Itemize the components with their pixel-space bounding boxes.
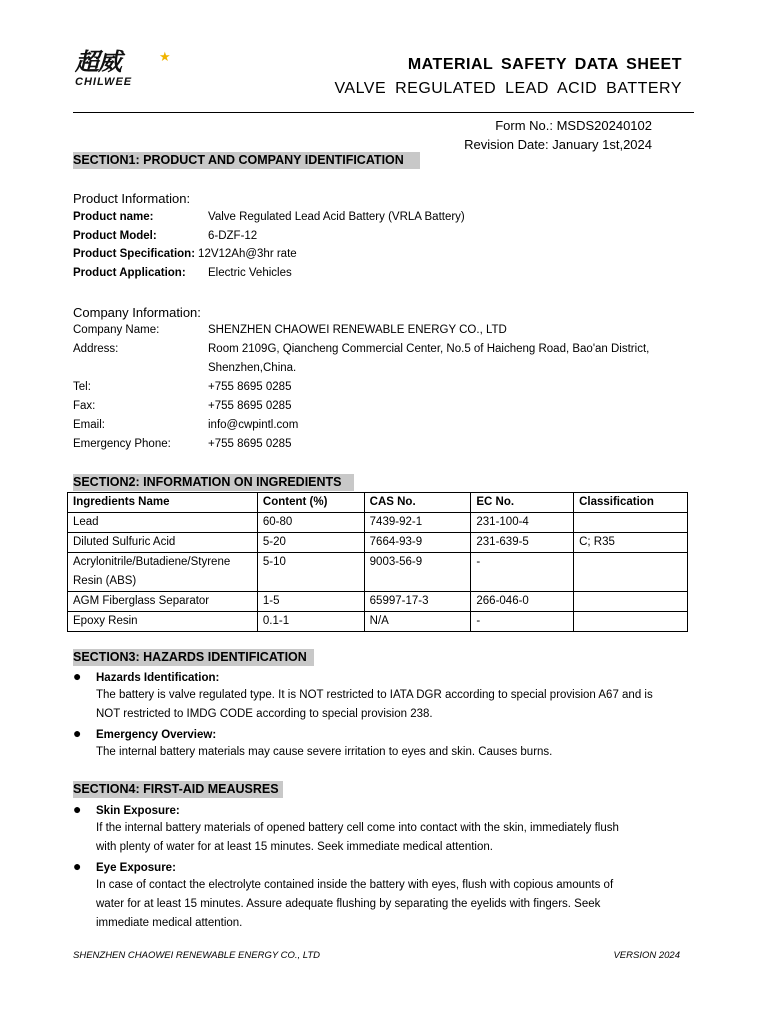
- footer-company: SHENZHEN CHAOWEI RENEWABLE ENERGY CO., LTD: [73, 950, 321, 961]
- logo-star-icon: ★: [159, 49, 171, 64]
- hazards-paragraph-line1: The battery is valve regulated type. It is NOT restricted to IATA DGR according to special provision A67 and is: [96, 689, 653, 701]
- table-cell: 266-046-0: [471, 592, 574, 612]
- product-model-value: 6-DZF-12: [208, 230, 258, 242]
- table-cell: -: [471, 553, 574, 592]
- fax-row: [73, 398, 291, 415]
- table-header-cell: Ingredients Name: [68, 493, 258, 513]
- section3-heading: SECTION3: HAZARDS IDENTIFICATION: [73, 649, 314, 666]
- email-link[interactable]: info@cwpintl.com: [208, 419, 299, 431]
- product-spec-label: Product Specification:: [73, 248, 196, 260]
- table-row: [68, 612, 688, 632]
- tel-value: +755 8695 0285: [208, 381, 292, 393]
- table-cell: [574, 513, 688, 533]
- table-cell: [574, 612, 688, 632]
- hazards-paragraph-line2: NOT restricted to IMDG CODE according to special provision 238.: [96, 708, 433, 720]
- product-application-value: Electric Vehicles: [208, 267, 292, 279]
- table-cell: [574, 592, 688, 612]
- emergency-label: Emergency Phone:: [73, 438, 171, 450]
- eye-exposure-line1: In case of contact the electrolyte contained inside the battery with eyes, flush with copious amounts of: [96, 879, 614, 891]
- table-cell: -: [471, 612, 574, 632]
- table-row: [68, 533, 688, 553]
- bullet-label: Eye Exposure:: [96, 862, 176, 874]
- table-cell: Acrylonitrile/Butadiene/Styrene Resin (ABS): [68, 553, 258, 592]
- table-cell: 5-10: [257, 553, 364, 592]
- product-model-row: [73, 228, 257, 245]
- product-application-row: [73, 265, 292, 282]
- table-cell: 231-100-4: [471, 513, 574, 533]
- product-name-row: [73, 209, 465, 226]
- email-row: [73, 417, 298, 434]
- form-number: Form No.: MSDS20240102: [495, 118, 652, 133]
- address-row: [73, 341, 649, 358]
- revision-date: Revision Date: January 1st,2024: [464, 137, 652, 152]
- product-application-label: Product Application:: [73, 267, 186, 279]
- bullet-icon: ●: [73, 725, 82, 741]
- table-cell: Epoxy Resin: [68, 612, 258, 632]
- logo-english-text: CHILWEE: [75, 76, 133, 88]
- section2-heading: SECTION2: INFORMATION ON INGREDIENTS: [73, 474, 354, 491]
- table-cell: 65997-17-3: [364, 592, 471, 612]
- company-info-heading: Company Information:: [73, 305, 201, 320]
- tel-label: Tel:: [73, 381, 91, 393]
- table-cell: 60-80: [257, 513, 364, 533]
- header-divider: [73, 112, 694, 113]
- table-header-cell: Classification: [574, 493, 688, 513]
- bullet-skin-exposure: [73, 800, 180, 821]
- eye-exposure-line2: water for at least 15 minutes. Assure adequate flushing by separating the eyelids with fingers. Seek: [96, 898, 601, 910]
- table-header-cell: CAS No.: [364, 493, 471, 513]
- emergency-overview-paragraph: The internal battery materials may cause severe irritation to eyes and skin. Causes burns.: [96, 746, 553, 758]
- table-cell: [574, 553, 688, 592]
- ingredients-table: [67, 492, 688, 632]
- company-name-value: SHENZHEN CHAOWEI RENEWABLE ENERGY CO., LTD: [208, 324, 507, 336]
- table-cell: Diluted Sulfuric Acid: [68, 533, 258, 553]
- table-cell: N/A: [364, 612, 471, 632]
- table-cell: AGM Fiberglass Separator: [68, 592, 258, 612]
- logo-chinese-text: 超威: [75, 48, 121, 76]
- section1-heading: SECTION1: PRODUCT AND COMPANY IDENTIFICATION: [73, 152, 420, 169]
- document-title: MATERIAL SAFETY DATA SHEET: [407, 56, 682, 73]
- document-title-block: [334, 55, 682, 99]
- bullet-icon: ●: [73, 801, 82, 817]
- email-label: Email:: [73, 419, 105, 431]
- table-cell: 5-20: [257, 533, 364, 553]
- bullet-hazards-identification: [73, 667, 219, 688]
- table-cell: 231-639-5: [471, 533, 574, 553]
- table-cell: 9003-56-9: [364, 553, 471, 592]
- table-cell: 0.1-1: [257, 612, 364, 632]
- bullet-label: Hazards Identification:: [96, 672, 220, 684]
- table-cell: 7664-93-9: [364, 533, 471, 553]
- table-header-cell: Content (%): [257, 493, 364, 513]
- emergency-value: +755 8695 0285: [208, 438, 292, 450]
- bullet-eye-exposure: [73, 857, 176, 878]
- bullet-label: Emergency Overview:: [96, 729, 217, 741]
- table-row: [68, 553, 688, 592]
- table-row: [68, 513, 688, 533]
- tel-row: [73, 379, 291, 396]
- product-spec-value: 12V12Ah@3hr rate: [198, 248, 297, 260]
- table-row: [68, 592, 688, 612]
- bullet-icon: ●: [73, 858, 82, 874]
- emergency-row: [73, 436, 291, 453]
- bullet-emergency-overview: [73, 724, 216, 745]
- product-name-value: Valve Regulated Lead Acid Battery (VRLA Battery): [208, 211, 465, 223]
- address-line2: Shenzhen,China.: [208, 362, 297, 374]
- table-header-row: [68, 493, 688, 513]
- company-logo: [75, 48, 170, 92]
- address-line1: Room 2109G, Qiancheng Commercial Center, No.5 of Haicheng Road, Bao'an District,: [208, 343, 650, 355]
- section4-heading: SECTION4: FIRST-AID MEAUSRES: [73, 781, 283, 798]
- bullet-label: Skin Exposure:: [96, 805, 180, 817]
- company-name-label: Company Name:: [73, 324, 160, 336]
- table-cell: Lead: [68, 513, 258, 533]
- bullet-icon: ●: [73, 668, 82, 684]
- table-header-cell: EC No.: [471, 493, 574, 513]
- skin-exposure-line2: with plenty of water for at least 15 minutes. Seek immediate medical attention.: [96, 841, 493, 853]
- fax-label: Fax:: [73, 400, 96, 412]
- footer-version: VERSION 2024: [613, 950, 680, 961]
- document-subtitle: VALVE REGULATED LEAD ACID BATTERY: [334, 80, 682, 97]
- table-cell: 7439-92-1: [364, 513, 471, 533]
- product-spec-row: [73, 246, 297, 263]
- eye-exposure-line3: immediate medical attention.: [96, 917, 243, 929]
- product-name-label: Product name:: [73, 211, 154, 223]
- fax-value: +755 8695 0285: [208, 400, 292, 412]
- address-label: Address:: [73, 343, 119, 355]
- product-model-label: Product Model:: [73, 230, 157, 242]
- table-cell: 1-5: [257, 592, 364, 612]
- skin-exposure-line1: If the internal battery materials of opened battery cell come into contact with the skin, immediately flush: [96, 822, 619, 834]
- company-name-row: [73, 322, 507, 339]
- table-cell: C; R35: [574, 533, 688, 553]
- product-info-heading: Product Information:: [73, 191, 191, 206]
